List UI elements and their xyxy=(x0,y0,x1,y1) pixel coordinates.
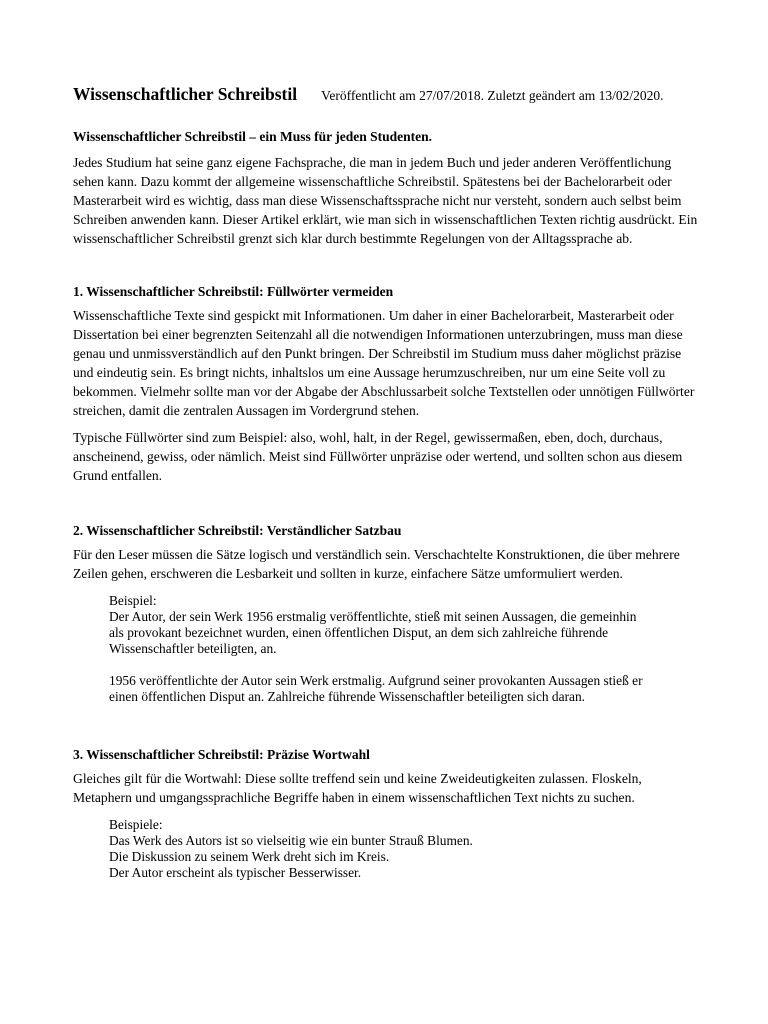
example-label: Beispiele: xyxy=(109,817,163,832)
section-heading: 2. Wissenschaftlicher Schreibstil: Verständlicher Satzbau xyxy=(73,523,402,538)
section-paragraph: Wissenschaftliche Texte sind gespickt mit Informationen. Um daher in einer Bachelorarbeit, Masterarbeit oder Dissertation bei einer begrenzten Seitenzahl all die notwendigen Informationen unterzubringen, muss man diese genau und unmissverständlich auf den Punkt bringen. Der Schreibstil im Studium muss daher möglichst präzise und eindeutig sein. Es bringt nichts, inhaltslos um eine Aussage herumzuschreiben, nur um eine Seite voll zu bekommen. Vielmehr sollte man vor der Abgabe der Abschlussarbeit solche Textstellen oder unnötigen Füllwörter streichen, damit die zentralen Aussagen im Vordergrund stehen. xyxy=(73,308,695,418)
example-block xyxy=(109,593,649,705)
example-before: Der Autor, der sein Werk 1956 erstmalig veröffentlichte, stieß mit seinen Aussagen, die gemeinhin als provokant bezeichnet wurden, einen öffentlichen Disput, an dem sich zahlreiche führende Wissenschaftler beteiligten, an. xyxy=(109,609,637,656)
example-item: Die Diskussion zu seinem Werk dreht sich im Kreis. xyxy=(109,849,390,864)
section-paragraph: Typische Füllwörter sind zum Beispiel: also, wohl, halt, in der Regel, gewissermaßen, eben, doch, durchaus, anscheinend, gewiss, oder nämlich. Meist sind Füllwörter unpräzise oder wertend, und sollten schon aus diesem Grund entfallen. xyxy=(73,430,683,483)
section-paragraph: Für den Leser müssen die Sätze logisch und verständlich sein. Verschachtelte Konstruktionen, die über mehrere Zeilen gehen, erschweren die Lesbarkeit und sollten in kurze, einfachere Sätze umformuliert werden. xyxy=(73,547,680,581)
section-paragraph: Gleiches gilt für die Wortwahl: Diese sollte treffend sein und keine Zweideutigkeiten zulassen. Floskeln, Metaphern und umgangssprachliche Begriffe haben in einem wissenschaftlichen Text nichts zu suchen. xyxy=(73,771,642,805)
document-page xyxy=(73,84,699,881)
page-title: Wissenschaftlicher Schreibstil xyxy=(73,84,298,104)
intro-subtitle: Wissenschaftlicher Schreibstil – ein Muss für jeden Studenten. xyxy=(73,129,433,144)
example-after: 1956 veröffentlichte der Autor sein Werk erstmalig. Aufgrund seiner provokanten Aussagen stieß er einen öffentlichen Disput an. Zahlreiche führende Wissenschaftler beteiligten sich daran. xyxy=(109,673,643,704)
section-heading: 1. Wissenschaftlicher Schreibstil: Füllwörter vermeiden xyxy=(73,284,394,299)
example-item: Das Werk des Autors ist so vielseitig wie ein bunter Strauß Blumen. xyxy=(109,833,473,848)
example-label: Beispiel: xyxy=(109,593,157,608)
example-block xyxy=(109,817,649,881)
intro-paragraph: Jedes Studium hat seine ganz eigene Fachsprache, die man in jedem Buch und jeder anderen Veröffentlichung sehen kann. Dazu kommt der allgemeine wissenschaftliche Schreibstil. Spätestens bei der Bachelorarbeit oder Masterarbeit wird es wichtig, dass man diese Wissenschaftssprache nicht nur versteht, sondern auch selbst beim Schreiben anwenden kann. Dieser Artikel erklärt, wie man sich in wissenschaftlichen Texten richtig ausdrückt. Ein wissenschaftlicher Schreibstil grenzt sich klar durch bestimmte Regelungen von der Alltagssprache ab. xyxy=(73,155,698,246)
section-word-choice xyxy=(73,747,699,881)
document-header xyxy=(73,84,699,105)
section-heading: 3. Wissenschaftlicher Schreibstil: Präzise Wortwahl xyxy=(73,747,370,762)
publication-date: Veröffentlicht am 27/07/2018. Zuletzt geändert am 13/02/2020. xyxy=(321,88,664,103)
example-item: Der Autor erscheint als typischer Besserwisser. xyxy=(109,865,362,880)
section-filler-words xyxy=(73,284,699,485)
section-sentence-structure xyxy=(73,523,699,705)
